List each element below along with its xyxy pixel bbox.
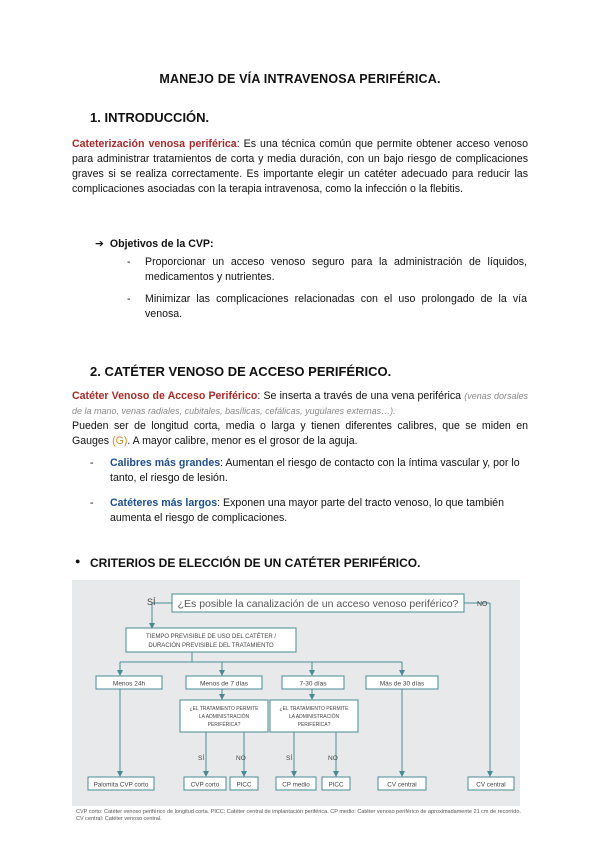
- catheter-text-c: . A mayor calibre, menor es el grosor de la aguja.: [127, 435, 358, 447]
- length-risk-term: Catéteres más largos: [110, 497, 218, 509]
- intro-paragraph: [72, 137, 528, 197]
- catheter-selection-flowchart: [72, 580, 520, 806]
- treatment-q-line: PERIFÉRICA?: [297, 722, 331, 728]
- yes-label: SÍ: [147, 597, 156, 607]
- outcome-label: PICC: [328, 781, 344, 789]
- duration-title-2: DURACIÓN PREVISIBLE DEL TRATAMIENTO: [148, 643, 274, 649]
- treatment-q-line: PERIFÉRICA?: [207, 722, 241, 728]
- catheter-text-a: : Se inserta a través de una vena periférica: [257, 390, 465, 402]
- no-label: NO: [477, 601, 488, 608]
- intro-term: Cateterización venosa periférica: [72, 138, 237, 150]
- objectives-label: Objetivos de la CVP:: [109, 238, 214, 250]
- size-risk-item: [110, 456, 528, 486]
- flowchart-caption: CVP corto: Catéter venoso periférico de longitud corta. PICC: Catéter central de implantación periférica. CP medio: Catéter venoso periférico de aproximadamente 21 cm de recorrido. CV central: Catéter venoso central.: [76, 809, 521, 822]
- duration-label: Más de 30 días: [379, 680, 425, 688]
- section-1-heading: 1. INTRODUCCIÓN.: [90, 110, 210, 125]
- outcome-label: CVP corto: [190, 781, 220, 789]
- treatment-q-line: LA ADMINISTRACIÓN: [198, 714, 250, 720]
- si-label: SÍ: [198, 755, 205, 762]
- treatment-q-line: LA ADMINISTRACIÓN: [288, 714, 340, 720]
- outcome-label: Palomita CVP corto: [93, 781, 149, 789]
- catheter-text-b: Pueden ser de longitud corta, media o larga y tienen diferentes calibres, que se miden en Gauges: [72, 420, 528, 447]
- duration-label: 7-30 días: [299, 680, 327, 688]
- no-branch-label: NO: [236, 755, 246, 762]
- no-branch-label: NO: [328, 755, 338, 762]
- length-risk-text: : Exponen una mayor parte del tracto venoso, lo que también aumenta el riesgo de complicaciones.: [110, 497, 504, 524]
- duration-title-1: TIEMPO PREVISIBLE DE USO DEL CATÉTER /: [145, 634, 277, 640]
- criteria-heading: ● CRITERIOS DE ELECCIÓN DE UN CATÉTER PERIFÉRICO.: [90, 556, 420, 570]
- veins-note: (venas dorsales de la mano, venas radiales, cubitales, basílicas, cefálicas, yugulares externas…).: [72, 391, 528, 416]
- objectives-heading: [95, 238, 214, 250]
- treatment-q-line: ¿EL TRATAMIENTO PERMITE: [279, 706, 349, 712]
- outcome-label: CV central: [387, 781, 417, 789]
- catheter-paragraph: [72, 389, 528, 449]
- objective-item: - Minimizar las complicaciones relacionadas con el uso prolongado de la vía venosa.: [145, 292, 527, 322]
- catheter-term: Catéter Venoso de Acceso Periférico: [72, 390, 258, 402]
- outcome-label: PICC: [236, 781, 252, 789]
- length-risk-item: [110, 496, 528, 526]
- document-title: MANEJO DE VÍA INTRAVENOSA PERIFÉRICA.: [159, 72, 441, 86]
- size-risk-term: Calibres más grandes: [110, 457, 221, 469]
- objective-item: - Proporcionar un acceso venoso seguro para la administración de líquidos, medicamentos y nutrientes.: [145, 255, 527, 285]
- intro-text: : Es una técnica común que permite obtener acceso venoso para administrar tratamientos de corta y media duración, con un bajo riesgo de complicaciones graves si se realiza correctamente. Es importante elegir un catéter adecuado para reducir las complicaciones asociadas con la terapia intravenosa, como la infección o la flebitis.: [72, 138, 528, 195]
- outcome-label: CP medio: [282, 781, 310, 789]
- duration-label: Menos de 7 días: [199, 680, 249, 688]
- outcome-label: CV central: [476, 781, 506, 789]
- treatment-q-line: ¿EL TRATAMIENTO PERMITE: [189, 706, 259, 712]
- arrow-right-icon: ➔: [95, 238, 104, 250]
- question-text: ¿Es posible la canalización de un acceso venoso periférico?: [177, 598, 459, 610]
- size-risk-text: : Aumentan el riesgo de contacto con la íntima vascular y, por lo tanto, el riesgo de lesión.: [110, 457, 520, 484]
- gauge-symbol: (G): [112, 435, 128, 447]
- section-2-heading: 2. CATÉTER VENOSO DE ACCESO PERIFÉRICO.: [90, 364, 392, 379]
- si-label: SÍ: [286, 755, 293, 762]
- duration-label: Menos 24h: [112, 680, 146, 688]
